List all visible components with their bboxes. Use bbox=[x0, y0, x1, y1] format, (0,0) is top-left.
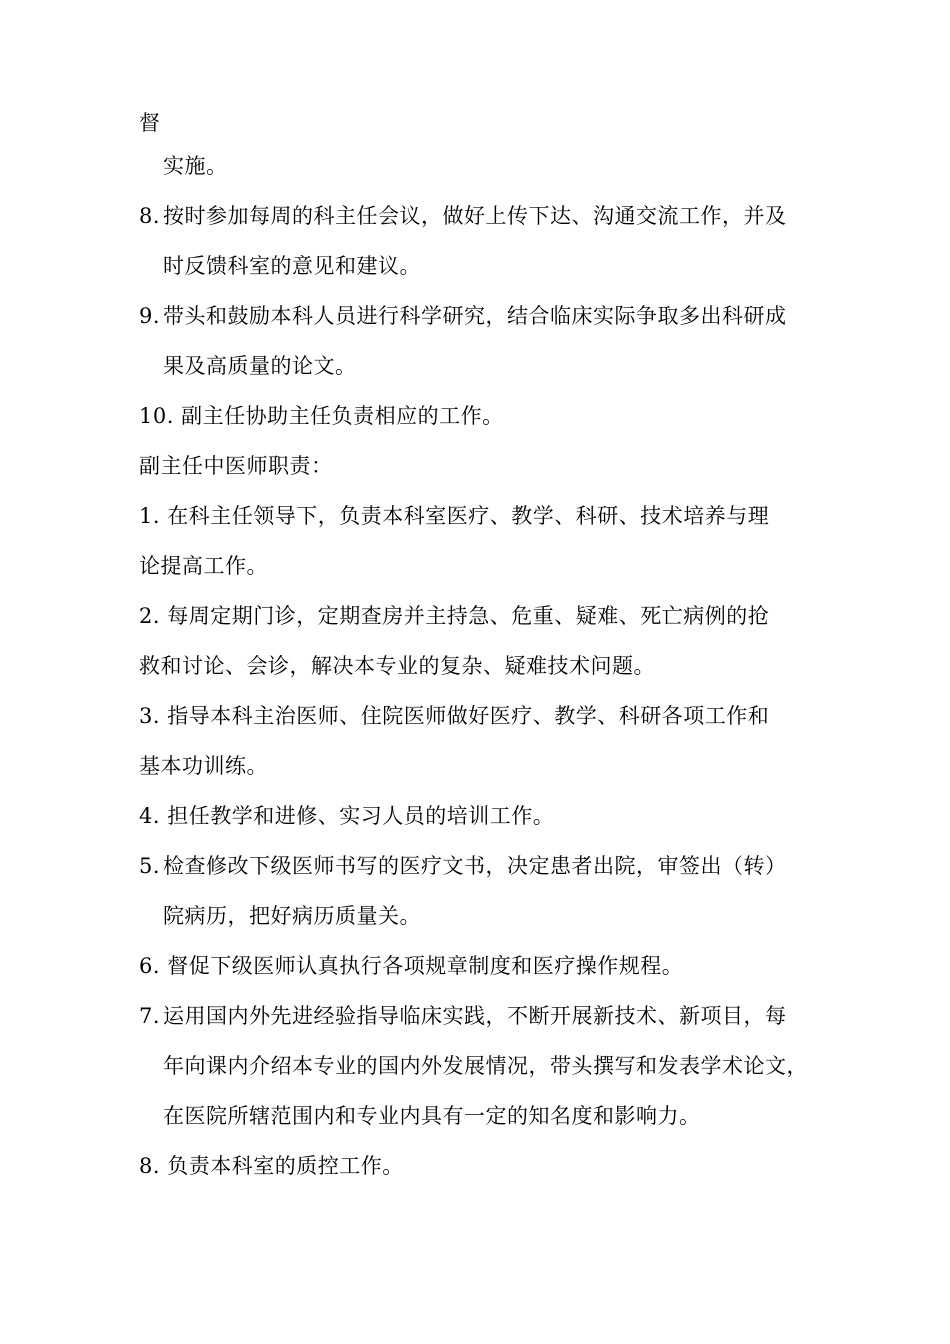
text-line-13: 基本功训练。 bbox=[139, 754, 268, 778]
text-line-20: 在医院所辖范围内和专业内具有一定的知名度和影响力。 bbox=[163, 1104, 701, 1128]
text-line-18: 运用国内外先进经验指导临床实践，不断开展新技术、新项目，每 bbox=[163, 1004, 787, 1028]
text-line-19: 年向课内介绍本专业的国内外发展情况，带头撰写和发表学术论文， bbox=[163, 1054, 808, 1078]
text-line-3: 按时参加每周的科主任会议，做好上传下达、沟通交流工作，并及 bbox=[163, 204, 787, 228]
text-line-1: 督 bbox=[139, 111, 161, 135]
text-line-14: 4. 担任教学和进修、实习人员的培训工作。 bbox=[139, 804, 555, 828]
text-line-8: 1. 在科主任领导下，负责本科室医疗、教学、科研、技术培养与理 bbox=[139, 504, 770, 528]
text-line-16: 院病历，把好病历质量关。 bbox=[163, 904, 421, 928]
list-item-number-7: 7. bbox=[139, 1004, 161, 1028]
text-line-2: 实施。 bbox=[163, 154, 228, 178]
text-line-4: 时反馈科室的意见和建议。 bbox=[163, 254, 421, 278]
list-item-number-9: 9. bbox=[139, 304, 161, 328]
list-item-number-5: 5. bbox=[139, 854, 161, 878]
text-line-12: 3. 指导本科主治医师、住院医师做好医疗、教学、科研各项工作和 bbox=[139, 704, 770, 728]
text-line-7: 10. 副主任协助主任负责相应的工作。 bbox=[139, 404, 504, 428]
text-line-11: 救和讨论、会诊，解决本专业的复杂、疑难技术问题。 bbox=[139, 654, 655, 678]
text-line-6: 果及高质量的论文。 bbox=[163, 354, 357, 378]
text-line-9: 论提高工作。 bbox=[139, 554, 268, 578]
text-line-10: 2. 每周定期门诊，定期查房并主持急、危重、疑难、死亡病例的抢 bbox=[139, 604, 770, 628]
text-line-21: 8. 负责本科室的质控工作。 bbox=[139, 1154, 404, 1178]
list-item-number-8a: 8. bbox=[139, 204, 161, 228]
text-line-5: 带头和鼓励本科人员进行科学研究，结合临床实际争取多出科研成 bbox=[163, 304, 787, 328]
section-heading: 副主任中医师职责： bbox=[139, 454, 333, 478]
text-line-15: 检查修改下级医师书写的医疗文书，决定患者出院，审签出（转） bbox=[163, 854, 787, 878]
text-line-17: 6. 督促下级医师认真执行各项规章制度和医疗操作规程。 bbox=[139, 954, 684, 978]
